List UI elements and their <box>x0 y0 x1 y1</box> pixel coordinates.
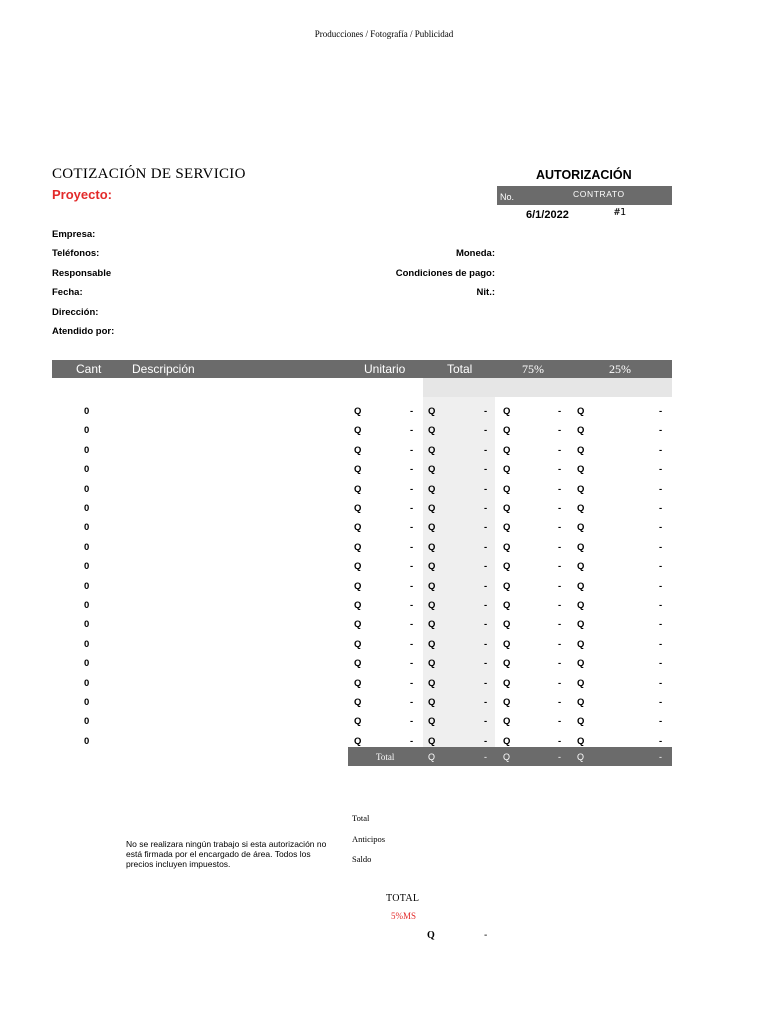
table-row <box>0 675 768 694</box>
empresa-label: Empresa: <box>52 229 96 240</box>
row-unitario-dash: - <box>410 483 414 495</box>
row-cant: 0 <box>84 677 90 689</box>
row-unitario-dash: - <box>410 697 414 708</box>
row-25-dash: - <box>659 735 663 747</box>
header-75: 75% <box>522 362 544 376</box>
row-75-q: Q <box>503 716 511 728</box>
row-25-q: Q <box>577 716 585 728</box>
row-75-dash: - <box>558 406 562 417</box>
row-total-dash: - <box>484 444 488 456</box>
row-unitario-q: Q <box>354 541 362 553</box>
table-row <box>0 597 768 616</box>
row-total-q: Q <box>428 522 436 534</box>
row-unitario-q: Q <box>354 444 362 456</box>
row-unitario-dash: - <box>410 580 414 592</box>
row-25-q: Q <box>577 503 585 514</box>
row-unitario-q: Q <box>354 425 362 437</box>
row-75-q: Q <box>503 600 511 611</box>
row-25-q: Q <box>577 541 585 553</box>
row-75-dash: - <box>558 464 562 476</box>
header-subband <box>423 378 672 397</box>
row-total-q: Q <box>428 658 436 670</box>
row-total-q: Q <box>428 735 436 747</box>
total-75-q: Q <box>503 752 511 762</box>
row-cant: 0 <box>84 600 90 611</box>
row-unitario-q: Q <box>354 619 362 631</box>
row-25-dash: - <box>659 522 663 534</box>
row-25-q: Q <box>577 677 585 689</box>
row-75-dash: - <box>558 503 562 514</box>
row-total-dash: - <box>484 658 488 670</box>
row-25-q: Q <box>577 406 585 417</box>
row-cant: 0 <box>84 541 90 553</box>
table-row <box>0 422 768 441</box>
table-total-row <box>348 747 672 766</box>
row-75-dash: - <box>558 658 562 670</box>
row-75-q: Q <box>503 522 511 534</box>
row-25-q: Q <box>577 600 585 611</box>
table-row <box>0 694 768 713</box>
company-tagline: Producciones / Fotografía / Publicidad <box>314 29 454 39</box>
total-q: Q <box>428 752 436 762</box>
row-cant: 0 <box>84 619 90 631</box>
row-total-dash: - <box>484 677 488 689</box>
row-unitario-dash: - <box>410 561 414 573</box>
row-total-dash: - <box>484 600 488 611</box>
row-unitario-q: Q <box>354 677 362 689</box>
contract-number: #1 <box>614 207 627 218</box>
row-unitario-q: Q <box>354 600 362 611</box>
row-75-q: Q <box>503 697 511 708</box>
row-25-q: Q <box>577 697 585 708</box>
row-75-q: Q <box>503 638 511 650</box>
row-25-q: Q <box>577 658 585 670</box>
row-75-dash: - <box>558 600 562 611</box>
table-row <box>0 442 768 461</box>
total-dash: - <box>484 752 487 762</box>
row-unitario-q: Q <box>354 716 362 728</box>
row-cant: 0 <box>84 716 90 728</box>
table-total-label: Total <box>376 752 395 762</box>
row-cant: 0 <box>84 406 90 417</box>
row-cant: 0 <box>84 464 90 476</box>
row-25-q: Q <box>577 464 585 476</box>
row-unitario-q: Q <box>354 464 362 476</box>
row-25-q: Q <box>577 522 585 534</box>
row-cant: 0 <box>84 638 90 650</box>
row-75-dash: - <box>558 735 562 747</box>
row-total-q: Q <box>428 406 436 417</box>
row-25-q: Q <box>577 619 585 631</box>
summary-saldo-label: Saldo <box>352 854 372 864</box>
header-descripcion: Descripción <box>132 362 195 376</box>
row-unitario-dash: - <box>410 716 414 728</box>
row-75-q: Q <box>503 483 511 495</box>
authorization-bar <box>497 186 672 205</box>
row-cant: 0 <box>84 735 90 747</box>
row-25-dash: - <box>659 716 663 728</box>
row-unitario-q: Q <box>354 580 362 592</box>
row-unitario-q: Q <box>354 483 362 495</box>
row-total-q: Q <box>428 503 436 514</box>
row-25-dash: - <box>659 425 663 437</box>
row-75-dash: - <box>558 522 562 534</box>
row-75-dash: - <box>558 677 562 689</box>
row-unitario-q: Q <box>354 658 362 670</box>
row-unitario-q: Q <box>354 503 362 514</box>
row-total-q: Q <box>428 425 436 437</box>
table-row <box>0 519 768 538</box>
row-total-q: Q <box>428 444 436 456</box>
row-75-dash: - <box>558 425 562 437</box>
row-total-dash: - <box>484 425 488 437</box>
row-total-dash: - <box>484 619 488 631</box>
row-25-dash: - <box>659 406 663 417</box>
table-row <box>0 539 768 558</box>
table-header <box>52 360 672 378</box>
row-25-dash: - <box>659 580 663 592</box>
authorization-no-label: No. <box>500 192 515 202</box>
table-row <box>0 500 768 519</box>
row-total-q: Q <box>428 619 436 631</box>
row-total-q: Q <box>428 541 436 553</box>
total-25-q: Q <box>577 752 585 762</box>
row-cant: 0 <box>84 580 90 592</box>
total-25-dash: - <box>659 752 662 762</box>
row-25-q: Q <box>577 444 585 456</box>
telefonos-label: Teléfonos: <box>52 248 100 259</box>
row-total-dash: - <box>484 522 488 534</box>
row-25-q: Q <box>577 580 585 592</box>
row-unitario-dash: - <box>410 638 414 650</box>
row-25-dash: - <box>659 444 663 456</box>
row-unitario-dash: - <box>410 503 414 514</box>
row-25-q: Q <box>577 638 585 650</box>
row-75-q: Q <box>503 619 511 631</box>
row-25-dash: - <box>659 600 663 611</box>
row-unitario-dash: - <box>410 619 414 631</box>
row-total-dash: - <box>484 580 488 592</box>
fecha-label: Fecha: <box>52 287 83 298</box>
project-label: Proyecto: <box>52 187 112 202</box>
row-unitario-q: Q <box>354 735 362 747</box>
row-unitario-dash: - <box>410 541 414 553</box>
table-row <box>0 636 768 655</box>
row-total-dash: - <box>484 541 488 553</box>
row-cant: 0 <box>84 697 90 708</box>
row-total-dash: - <box>484 503 488 514</box>
row-cant: 0 <box>84 503 90 514</box>
row-75-q: Q <box>503 541 511 553</box>
row-unitario-dash: - <box>410 444 414 456</box>
row-75-dash: - <box>558 561 562 573</box>
row-total-q: Q <box>428 561 436 573</box>
row-25-dash: - <box>659 464 663 476</box>
row-75-dash: - <box>558 444 562 456</box>
row-25-dash: - <box>659 697 663 708</box>
row-total-dash: - <box>484 561 488 573</box>
row-total-q: Q <box>428 483 436 495</box>
row-unitario-q: Q <box>354 406 362 417</box>
table-row <box>0 481 768 500</box>
total-75-dash: - <box>558 752 561 762</box>
row-75-q: Q <box>503 677 511 689</box>
row-75-q: Q <box>503 503 511 514</box>
responsable-label: Responsable <box>52 268 112 279</box>
row-75-q: Q <box>503 561 511 573</box>
row-unitario-q: Q <box>354 561 362 573</box>
row-total-dash: - <box>484 697 488 708</box>
row-cant: 0 <box>84 658 90 670</box>
row-25-q: Q <box>577 561 585 573</box>
condiciones-label: Condiciones de pago: <box>395 268 495 279</box>
authorization-title: AUTORIZACIÓN <box>536 168 632 182</box>
row-total-dash: - <box>484 716 488 728</box>
table-row <box>0 578 768 597</box>
row-75-dash: - <box>558 697 562 708</box>
row-75-q: Q <box>503 406 511 417</box>
nit-label: Nit.: <box>476 287 495 298</box>
row-25-q: Q <box>577 735 585 747</box>
row-25-dash: - <box>659 619 663 631</box>
row-unitario-dash: - <box>410 658 414 670</box>
row-unitario-dash: - <box>410 600 414 611</box>
row-25-dash: - <box>659 638 663 650</box>
table-row <box>0 461 768 480</box>
row-25-dash: - <box>659 677 663 689</box>
direccion-label: Dirección: <box>52 307 99 318</box>
row-total-dash: - <box>484 483 488 495</box>
row-75-dash: - <box>558 716 562 728</box>
row-75-dash: - <box>558 580 562 592</box>
final-value: - <box>484 930 488 941</box>
row-75-dash: - <box>558 483 562 495</box>
ms-label: 5%MS <box>391 911 417 921</box>
row-total-q: Q <box>428 677 436 689</box>
row-total-q: Q <box>428 697 436 708</box>
row-75-dash: - <box>558 541 562 553</box>
table-row <box>0 403 768 422</box>
header-total: Total <box>447 362 473 376</box>
row-cant: 0 <box>84 483 90 495</box>
row-total-dash: - <box>484 406 488 417</box>
row-75-dash: - <box>558 619 562 631</box>
row-unitario-q: Q <box>354 522 362 534</box>
row-unitario-dash: - <box>410 735 414 747</box>
row-unitario-q: Q <box>354 638 362 650</box>
header-unitario: Unitario <box>364 362 406 376</box>
row-cant: 0 <box>84 561 90 573</box>
row-total-q: Q <box>428 716 436 728</box>
row-cant: 0 <box>84 444 90 456</box>
row-25-dash: - <box>659 658 663 670</box>
row-75-q: Q <box>503 735 511 747</box>
row-75-q: Q <box>503 658 511 670</box>
table-row <box>0 655 768 674</box>
summary-total-label: Total <box>352 813 370 823</box>
row-cant: 0 <box>84 522 90 534</box>
row-25-dash: - <box>659 541 663 553</box>
summary-anticipos-label: Anticipos <box>352 834 386 844</box>
table-row <box>0 713 768 732</box>
row-75-q: Q <box>503 425 511 437</box>
row-unitario-dash: - <box>410 522 414 534</box>
row-75-q: Q <box>503 464 511 476</box>
table-row <box>0 558 768 577</box>
header-25: 25% <box>609 362 631 376</box>
row-75-dash: - <box>558 638 562 650</box>
row-total-dash: - <box>484 638 488 650</box>
atendido-label: Atendido por: <box>52 326 115 337</box>
row-25-q: Q <box>577 483 585 495</box>
row-total-dash: - <box>484 464 488 476</box>
row-total-dash: - <box>484 735 488 747</box>
terms-note: No se realizara ningún trabajo si esta autorización no está firmada por el encargado de área. Todos los precios incluyen impuestos. <box>126 839 327 869</box>
row-unitario-dash: - <box>410 406 414 417</box>
row-unitario-q: Q <box>354 697 362 708</box>
final-currency: Q <box>427 930 435 941</box>
row-75-q: Q <box>503 444 511 456</box>
row-unitario-dash: - <box>410 464 414 476</box>
row-total-q: Q <box>428 600 436 611</box>
row-unitario-dash: - <box>410 425 414 437</box>
row-total-q: Q <box>428 464 436 476</box>
table-row <box>0 616 768 635</box>
row-cant: 0 <box>84 425 90 437</box>
row-25-dash: - <box>659 503 663 514</box>
authorization-date: 6/1/2022 <box>526 209 569 221</box>
grand-total-label: TOTAL <box>386 893 420 904</box>
row-total-q: Q <box>428 638 436 650</box>
row-25-dash: - <box>659 561 663 573</box>
header-cant: Cant <box>76 362 102 376</box>
moneda-label: Moneda: <box>455 248 495 259</box>
row-75-q: Q <box>503 580 511 592</box>
row-total-q: Q <box>428 580 436 592</box>
row-25-q: Q <box>577 425 585 437</box>
contract-label: CONTRATO <box>573 189 625 199</box>
row-unitario-dash: - <box>410 677 414 689</box>
row-25-dash: - <box>659 483 663 495</box>
document-title: COTIZACIÓN DE SERVICIO <box>52 166 246 182</box>
